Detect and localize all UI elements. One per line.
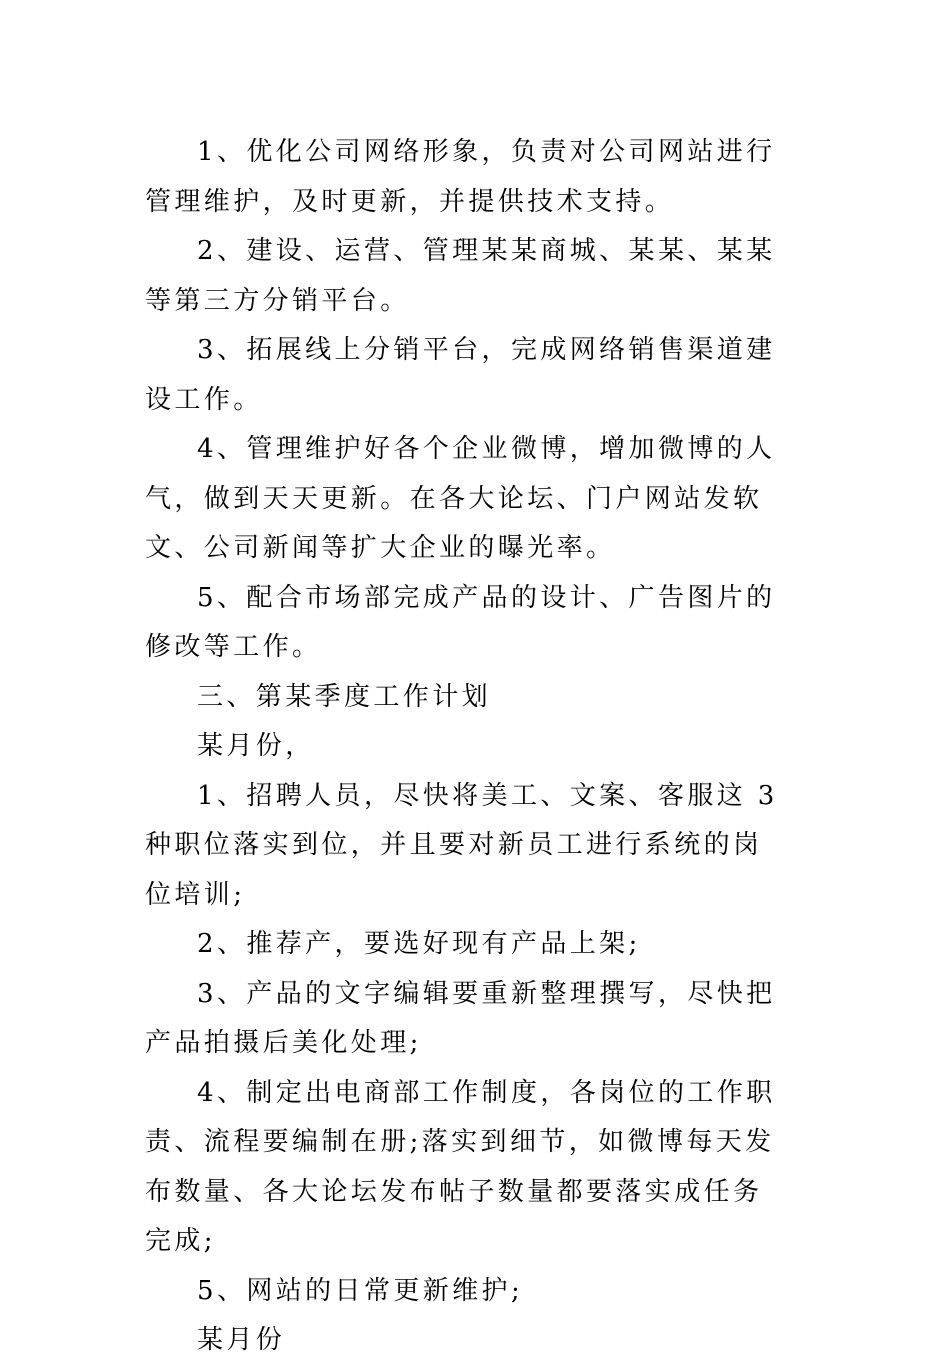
paragraph-item-5: 5、配合市场部完成产品的设计、广告图片的修改等工作。: [145, 582, 776, 662]
plan-item-3: 3、产品的文字编辑要重新整理撰写，尽快把产品拍摄后美化处理;: [145, 978, 776, 1058]
month-label-next: 某月份: [197, 1325, 286, 1355]
document-body: [145, 128, 785, 1366]
paragraph-item-3: 3、拓展线上分销平台，完成网络销售渠道建设工作。: [145, 335, 776, 415]
paragraph-item-2: 2、建设、运营、管理某某商城、某某、某某等第三方分销平台。: [145, 236, 776, 316]
paragraph-item-4: 4、管理维护好各个企业微博，增加微博的人气，做到天天更新。在各大论坛、门户网站发软文、公司新闻等扩大企业的曝光率。: [145, 434, 776, 563]
plan-item-4: 4、制定出电商部工作制度，各岗位的工作职责、流程要编制在册;落实到细节，如微博每天发布数量、各大论坛发布帖子数量都要落实成任务完成;: [145, 1077, 776, 1256]
plan-item-1: 1、招聘人员，尽快将美工、文案、客服这 3 种职位落实到位，并且要对新员工进行系统的岗位培训;: [145, 780, 778, 910]
month-label: 某月份，: [197, 731, 315, 761]
section-heading: 三、第某季度工作计划: [197, 681, 492, 712]
plan-item-2: 2、推荐产，要选好现有产品上架;: [197, 929, 641, 959]
plan-item-5: 5、网站的日常更新维护;: [197, 1275, 524, 1306]
paragraph-item-1: 1、优化公司网络形象，负责对公司网站进行管理维护，及时更新，并提供技术支持。: [145, 137, 776, 217]
